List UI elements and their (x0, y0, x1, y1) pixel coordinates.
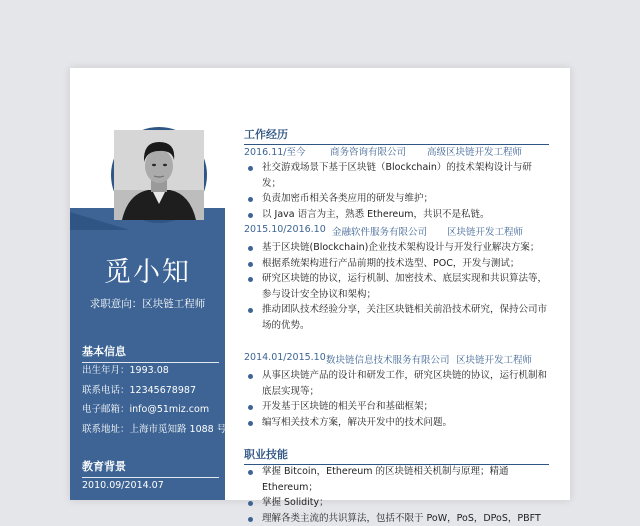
phone-number: 联系电话：12345678987 (82, 384, 196, 396)
job-period: 2015.10/2016.10 (244, 224, 326, 235)
list-item: 负责加密币相关各类应用的研发与维护； (244, 191, 549, 207)
education-period: 2010.09/2014.07 (82, 480, 164, 491)
list-item: 社交游戏场景下基于区块链（Blockchain）的技术架构设计与研发； (244, 160, 549, 191)
list-item: 开发基于区块链的相关平台和基础框架； (244, 399, 549, 415)
job-duties (244, 240, 549, 334)
job-duties (244, 160, 549, 222)
candidate-name: 觅小知 (104, 257, 191, 288)
birth-date: 出生年月：1993.08 (82, 365, 169, 376)
job-duties (244, 368, 549, 430)
education-heading: 教育背景 (82, 458, 219, 478)
resume-page (70, 68, 570, 524)
main-content (244, 68, 554, 524)
basic-info-heading: 基本信息 (82, 343, 219, 363)
contact-address: 联系地址：上海市觅知路 1088 号 (82, 423, 227, 435)
list-item: 根据系统架构进行产品前期的技术选型、POC，开发与测试； (244, 256, 549, 272)
list-item: 推动团队技术经验分享，关注区块链相关前沿技术研究，保持公司市场的优势。 (244, 302, 549, 333)
job-role: 区块链开发工程师 (447, 227, 524, 238)
job-company: 商务咨询有限公司 (330, 147, 407, 158)
job-objective: 求职意向：区块链工程师 (89, 298, 206, 310)
list-item: 以 Java 语言为主，熟悉 Ethereum，共识不是私链。 (244, 207, 549, 223)
list-item: 掌握 Solidity； (244, 495, 549, 511)
list-item: 研究区块链的协议，运行机制、加密技术、底层实现和共识算法等，参与设计安全协议和架构； (244, 271, 549, 302)
list-item: 编写相关技术方案，解决开发中的技术问题。 (244, 415, 549, 431)
email-address: 电子邮箱：info@51miz.com (82, 404, 210, 415)
list-item: 从事区块链产品的设计和研发工作，研究区块链的协议，运行机制和底层实现等； (244, 368, 549, 399)
job-role: 区块链开发工程师 (456, 355, 533, 366)
job-header (244, 144, 549, 158)
job-company: 金融软件服务有限公司 (332, 227, 428, 238)
basic-info-list (82, 361, 226, 439)
list-item: 理解各类主流的共识算法，包括不限于 PoW，PoS，DPoS，PBFT (244, 511, 549, 526)
skills-heading: 职业技能 (244, 446, 549, 465)
job-role: 高级区块链开发工程师 (427, 147, 523, 158)
avatar (111, 127, 207, 223)
work-experience-heading: 工作经历 (244, 126, 549, 145)
education-list (82, 476, 164, 496)
job-period: 2014.01/2015.10 (244, 352, 326, 363)
job-header (244, 352, 549, 366)
skills-list (244, 464, 549, 526)
left-sidebar (70, 68, 225, 500)
list-item: 基于区块链(Blockchain)企业技术架构设计与开发行业解决方案； (244, 240, 549, 256)
list-item: 掌握 Bitcoin，Ethereum 的区块链相关机制与原理；精通 Ethereum； (244, 464, 549, 495)
job-header (244, 224, 549, 238)
job-period: 2016.11/至今 (244, 147, 306, 158)
job-company: 数块链信息技术服务有限公司 (326, 355, 450, 366)
portrait-photo (114, 130, 204, 220)
